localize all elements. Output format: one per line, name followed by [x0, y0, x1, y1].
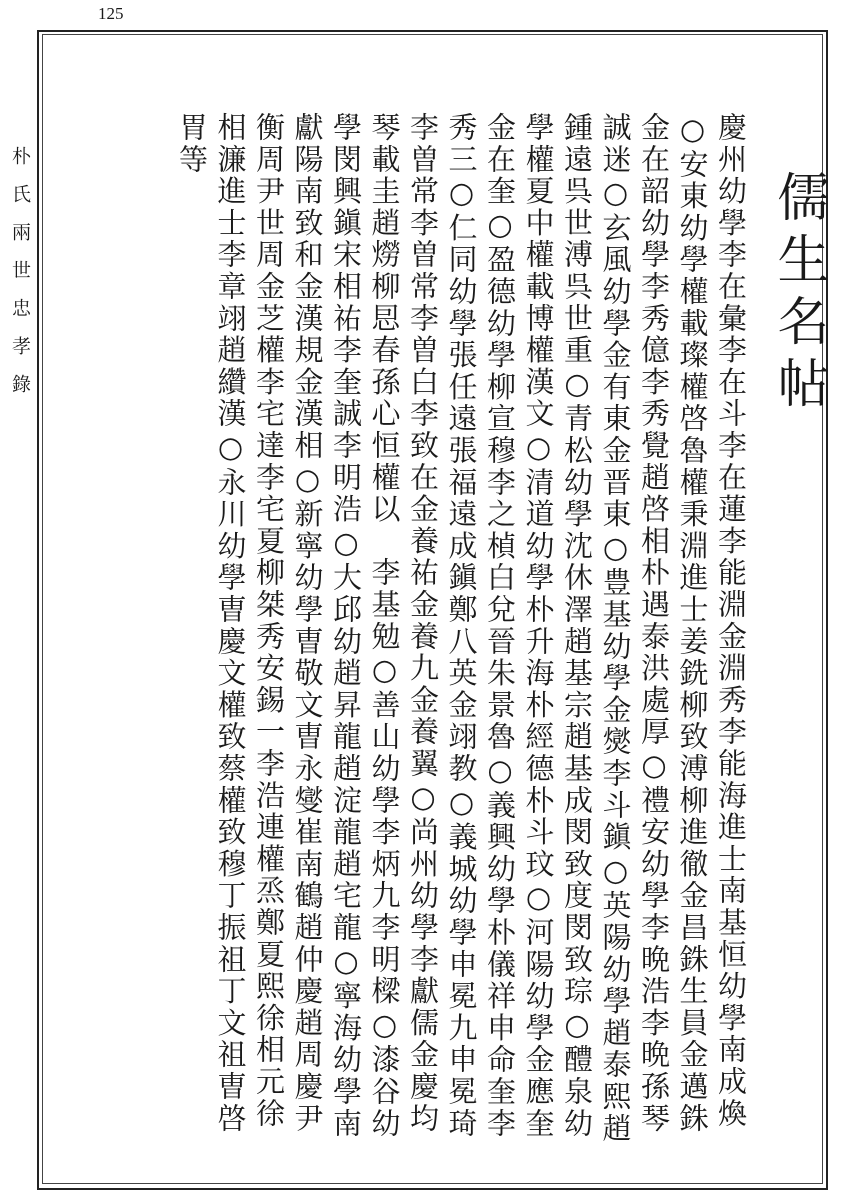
text-column: 金在奎○盈德幼學柳宣穆李之楨白兌晉朱景魯○義興幼學朴儀祥申命奎李 — [483, 112, 517, 1140]
text-column: 金在韶幼學李秀億李秀覺趙啓相朴遇泰洪處厚○禮安幼學李晩浩李晩孫琴 — [637, 112, 671, 1135]
text-column: 琴載圭趙𤏪柳㤙春孫心恒權以 李基勉○善山幼學李炳九李明樑○漆谷幼 — [367, 112, 402, 1140]
section-heading: 儒生名帖 — [768, 170, 828, 418]
text-column: ○安東幼學權載璨權啓魯權秉淵進士姜銑柳致溥柳進徹金昌銖生員金邁銖 — [675, 112, 710, 1135]
text-column: 李曽常李曽常李曽白李致在金養祐金養九金養翼○尚州幼學李獻儒金慶均 — [406, 112, 440, 1135]
text-column: 鍾遠呉世溥呉世重○青松幼學沈休澤趙基宗趙基成閔致度閔致琮○醴泉幼 — [560, 112, 594, 1140]
side-title: 朴氏兩世忠孝錄 — [9, 146, 31, 412]
text-column: 衡周尹世周金芝權李宅達李宅夏柳桀秀安錫一李浩連權烝鄭夏熙徐相元徐 — [252, 112, 286, 1130]
text-column: 秀三○仁同幼學張任遠張福遠成鎭鄭八英金翊教○義城幼學申冕九申冕琦 — [444, 112, 479, 1140]
text-column: 誠迷○玄風幼學金有東金晋東○豊基幼學金爕李斗鎭○英陽幼學趙泰熙趙 — [598, 112, 633, 1145]
text-column: 相濂進士李章翊趙纘漢○永川幼學曺慶文權致蔡權致穆丁振祖丁文祖曺啓 — [213, 112, 248, 1135]
text-column: 獻陽南致和金漢規金漢相○新寧幼學曺敬文曺永燮崔南鶴趙仲慶趙周慶尹 — [290, 112, 325, 1135]
page-number: 125 — [98, 4, 124, 23]
name-list — [150, 112, 750, 1172]
text-column: 慶州幼學李在彙李在斗李在蓮李能淵金淵秀李能海進士南基恒幼學南成煥 — [714, 112, 748, 1130]
text-column: 胃等 — [175, 112, 209, 176]
text-column: 學閔興鎭宋相祐李奎誠李明浩○大邱幼趙昇龍趙淀龍趙宅龍○寧海幼學南 — [329, 112, 363, 1140]
text-column: 學權夏中權載博權漢文○清道幼學朴升海朴經德朴斗玟○河陽幼學金應奎 — [521, 112, 556, 1140]
